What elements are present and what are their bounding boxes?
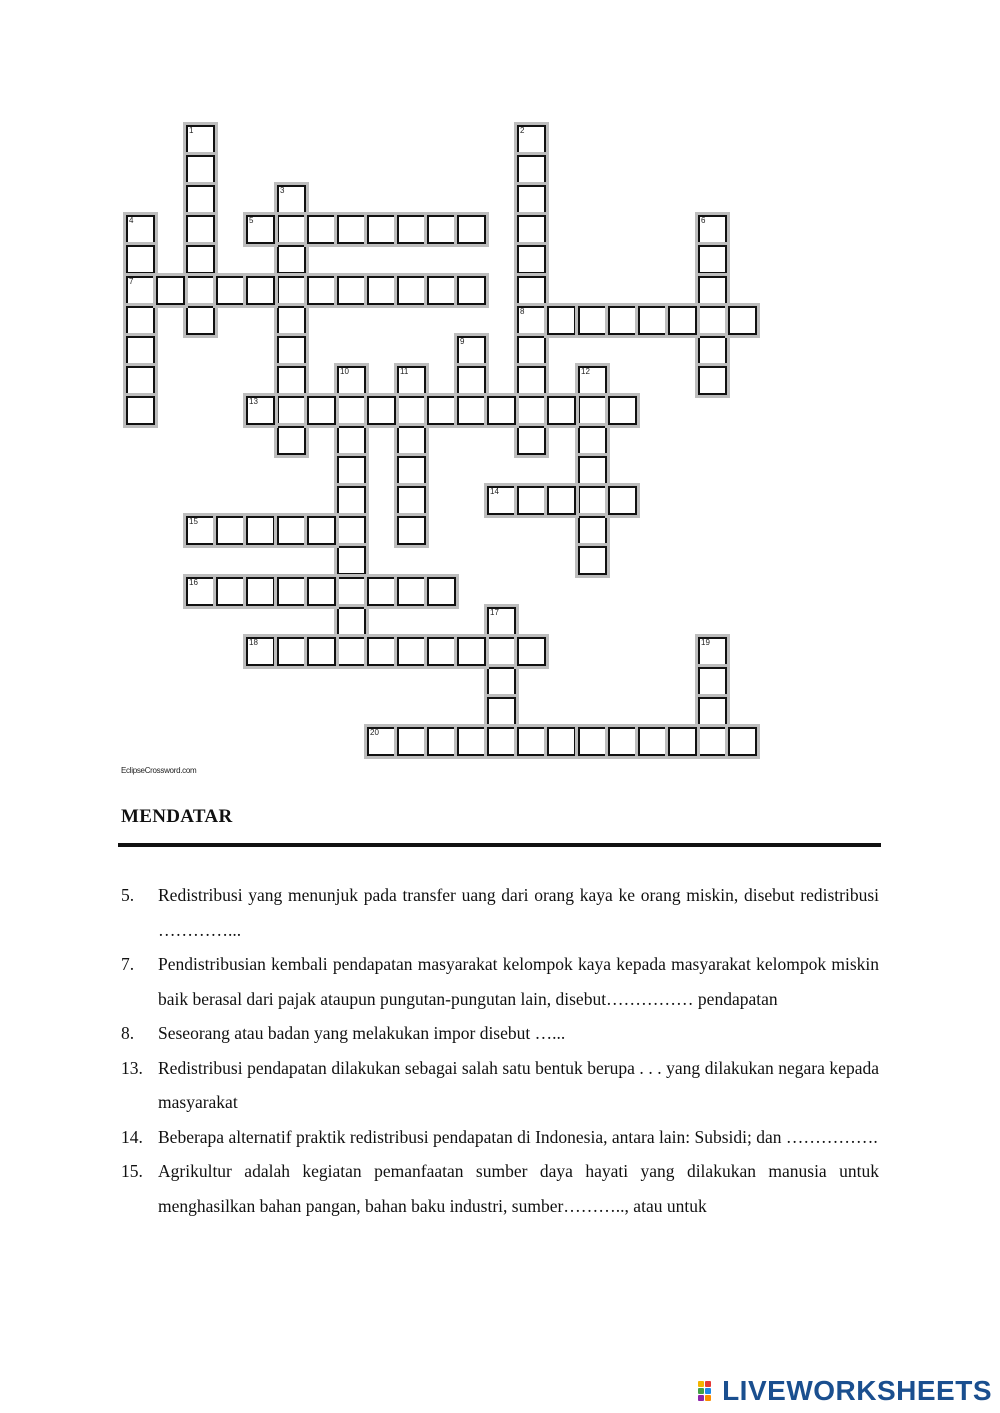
crossword-cell[interactable] bbox=[246, 276, 275, 305]
crossword-cell[interactable] bbox=[608, 306, 637, 335]
crossword-cell[interactable] bbox=[216, 516, 245, 545]
crossword-cell[interactable] bbox=[638, 306, 667, 335]
crossword-cell[interactable] bbox=[517, 155, 546, 184]
crossword-cell[interactable] bbox=[337, 607, 366, 636]
clue-start-number: 10 bbox=[340, 367, 349, 376]
crossword-cell[interactable] bbox=[277, 396, 306, 425]
crossword-cell[interactable] bbox=[277, 215, 306, 244]
crossword-cell[interactable] bbox=[277, 366, 306, 395]
crossword-cell[interactable] bbox=[307, 396, 336, 425]
crossword-cell[interactable] bbox=[186, 306, 215, 335]
liveworksheets-brand bbox=[698, 1375, 992, 1407]
crossword-cell[interactable] bbox=[367, 276, 396, 305]
crossword-cell[interactable] bbox=[547, 396, 576, 425]
crossword-cell[interactable] bbox=[397, 637, 426, 666]
crossword-cell[interactable] bbox=[337, 546, 366, 575]
crossword-cell[interactable] bbox=[307, 516, 336, 545]
crossword-cell[interactable] bbox=[126, 306, 155, 335]
crossword-cell[interactable] bbox=[277, 426, 306, 455]
crossword-cell[interactable] bbox=[427, 215, 456, 244]
clue-start-number: 7 bbox=[129, 277, 134, 286]
crossword-cell[interactable] bbox=[246, 637, 275, 666]
crossword-cell[interactable] bbox=[517, 306, 546, 335]
crossword-cell[interactable] bbox=[487, 697, 516, 726]
crossword-cell[interactable] bbox=[337, 456, 366, 485]
crossword-cell[interactable] bbox=[517, 486, 546, 515]
clue-text: Pendistribusian kembali pendapatan masyarakat kelompok kaya kepada masyarakat kelompok miskin baik berasal dari pajak ataupun pungutan-pungutan lain, disebut…………… pendapatan bbox=[158, 954, 879, 1009]
crossword-cell[interactable] bbox=[698, 276, 727, 305]
clue-start-number: 11 bbox=[400, 367, 409, 376]
crossword-cell[interactable] bbox=[517, 245, 546, 274]
clue-start-number: 17 bbox=[490, 608, 499, 617]
crossword-cell[interactable] bbox=[126, 276, 155, 305]
crossword-cell[interactable] bbox=[547, 486, 576, 515]
crossword-cell[interactable] bbox=[397, 486, 426, 515]
crossword-cell[interactable] bbox=[517, 185, 546, 214]
crossword-cell[interactable] bbox=[277, 245, 306, 274]
clue-start-number: 2 bbox=[520, 126, 525, 135]
crossword-cell[interactable] bbox=[367, 577, 396, 606]
crossword-cell[interactable] bbox=[337, 516, 366, 545]
crossword-cell[interactable] bbox=[457, 396, 486, 425]
crossword-cell[interactable] bbox=[186, 185, 215, 214]
clue-item bbox=[121, 1154, 879, 1223]
crossword-cell[interactable] bbox=[156, 276, 185, 305]
crossword-cell[interactable] bbox=[487, 486, 516, 515]
crossword-cell[interactable] bbox=[307, 637, 336, 666]
clue-start-number: 8 bbox=[520, 307, 525, 316]
crossword-cell[interactable] bbox=[186, 155, 215, 184]
crossword-cell[interactable] bbox=[487, 637, 516, 666]
heading-divider bbox=[118, 843, 881, 847]
crossword-cell[interactable] bbox=[457, 215, 486, 244]
clue-start-number: 15 bbox=[189, 517, 198, 526]
crossword-cell[interactable] bbox=[186, 245, 215, 274]
crossword-cell[interactable] bbox=[186, 125, 215, 154]
clue-text: Redistribusi pendapatan dilakukan sebagai salah satu bentuk berupa . . . yang dilakukan negara kepada masyarakat bbox=[158, 1057, 879, 1112]
crossword-cell[interactable] bbox=[397, 215, 426, 244]
crossword-cell[interactable] bbox=[578, 727, 607, 756]
clue-start-number: 18 bbox=[249, 638, 258, 647]
crossword-cell[interactable] bbox=[397, 727, 426, 756]
clue-start-number: 12 bbox=[581, 367, 590, 376]
crossword-cell[interactable] bbox=[397, 276, 426, 305]
crossword-cell[interactable] bbox=[578, 516, 607, 545]
clue-item bbox=[121, 1016, 879, 1051]
crossword-cell[interactable] bbox=[367, 396, 396, 425]
crossword-cell[interactable] bbox=[126, 215, 155, 244]
crossword-cell[interactable] bbox=[728, 306, 757, 335]
crossword-cell[interactable] bbox=[517, 125, 546, 154]
clue-number: 7. bbox=[121, 954, 135, 974]
crossword-cell[interactable] bbox=[246, 396, 275, 425]
clue-item bbox=[121, 947, 879, 1016]
crossword-cell[interactable] bbox=[186, 215, 215, 244]
crossword-cell[interactable] bbox=[126, 245, 155, 274]
crossword-cell[interactable] bbox=[517, 215, 546, 244]
clue-item bbox=[121, 1120, 879, 1155]
crossword-cell[interactable] bbox=[578, 486, 607, 515]
crossword-cell[interactable] bbox=[578, 366, 607, 395]
crossword-cell[interactable] bbox=[126, 396, 155, 425]
crossword-cell[interactable] bbox=[547, 306, 576, 335]
crossword-cell[interactable] bbox=[517, 366, 546, 395]
clue-item bbox=[121, 1051, 879, 1120]
crossword-cell[interactable] bbox=[457, 336, 486, 365]
crossword-cell[interactable] bbox=[457, 637, 486, 666]
clue-start-number: 16 bbox=[189, 578, 198, 587]
clue-number: 14. bbox=[121, 1126, 143, 1147]
crossword-cell[interactable] bbox=[578, 396, 607, 425]
crossword-cell[interactable] bbox=[427, 396, 456, 425]
crossword-cell[interactable] bbox=[186, 516, 215, 545]
clue-start-number: 13 bbox=[249, 397, 258, 406]
across-heading: MENDATAR bbox=[121, 806, 233, 827]
crossword-cell[interactable] bbox=[668, 306, 697, 335]
crossword-cell[interactable] bbox=[427, 276, 456, 305]
crossword-cell[interactable] bbox=[337, 637, 366, 666]
clue-start-number: 6 bbox=[701, 216, 706, 225]
crossword-cell[interactable] bbox=[698, 727, 727, 756]
crossword-cell[interactable] bbox=[277, 516, 306, 545]
crossword-cell[interactable] bbox=[457, 366, 486, 395]
crossword-cell[interactable] bbox=[307, 577, 336, 606]
across-clue-list bbox=[121, 878, 879, 1223]
clue-start-number: 4 bbox=[129, 216, 134, 225]
crossword-cell[interactable] bbox=[457, 276, 486, 305]
crossword-cell[interactable] bbox=[698, 667, 727, 696]
crossword-cell[interactable] bbox=[427, 727, 456, 756]
crossword-cell[interactable] bbox=[668, 727, 697, 756]
crossword-cell[interactable] bbox=[517, 396, 546, 425]
crossword-credit: EclipseCrossword.com bbox=[121, 766, 197, 775]
crossword-cell[interactable] bbox=[367, 215, 396, 244]
crossword-cell[interactable] bbox=[277, 306, 306, 335]
crossword-cell[interactable] bbox=[337, 396, 366, 425]
crossword-cell[interactable] bbox=[698, 245, 727, 274]
crossword-cell[interactable] bbox=[277, 336, 306, 365]
crossword-cell[interactable] bbox=[487, 727, 516, 756]
crossword-cell[interactable] bbox=[337, 426, 366, 455]
crossword-cell[interactable] bbox=[578, 426, 607, 455]
crossword-cell[interactable] bbox=[578, 306, 607, 335]
crossword-cell[interactable] bbox=[307, 276, 336, 305]
crossword-cell[interactable] bbox=[698, 215, 727, 244]
crossword-cell[interactable] bbox=[246, 215, 275, 244]
crossword-cell[interactable] bbox=[487, 607, 516, 636]
crossword-cell[interactable] bbox=[517, 426, 546, 455]
crossword-cell[interactable] bbox=[517, 637, 546, 666]
crossword-cell[interactable] bbox=[698, 366, 727, 395]
crossword-cell[interactable] bbox=[277, 577, 306, 606]
clue-number: 15. bbox=[121, 1161, 143, 1181]
crossword-cell[interactable] bbox=[397, 366, 426, 395]
clue-text: Agrikultur adalah kegiatan pemanfaatan sumber daya hayati yang dilakukan manusia untuk menghasilkan bahan pangan, bahan baku industri, sumber……….., atau untuk bbox=[158, 1161, 879, 1216]
brand-wordmark: LIVEWORKSHEETS bbox=[722, 1375, 992, 1406]
crossword-cell[interactable] bbox=[307, 215, 336, 244]
crossword-cell[interactable] bbox=[578, 546, 607, 575]
crossword-cell[interactable] bbox=[698, 336, 727, 365]
crossword-cell[interactable] bbox=[246, 516, 275, 545]
crossword-cell[interactable] bbox=[728, 727, 757, 756]
crossword-cell[interactable] bbox=[186, 577, 215, 606]
crossword-cell[interactable] bbox=[367, 637, 396, 666]
crossword-cell[interactable] bbox=[397, 426, 426, 455]
clue-start-number: 19 bbox=[701, 638, 710, 647]
clue-item bbox=[121, 878, 879, 947]
clue-start-number: 9 bbox=[460, 337, 465, 346]
crossword-cell[interactable] bbox=[427, 577, 456, 606]
crossword-cell[interactable] bbox=[126, 366, 155, 395]
crossword-cell[interactable] bbox=[277, 276, 306, 305]
clue-number: 8. bbox=[121, 1023, 135, 1043]
crossword-cell[interactable] bbox=[337, 215, 366, 244]
crossword-cell[interactable] bbox=[277, 637, 306, 666]
crossword-cell[interactable] bbox=[337, 577, 366, 606]
crossword-cell[interactable] bbox=[517, 336, 546, 365]
crossword-cell[interactable] bbox=[397, 396, 426, 425]
crossword-cell[interactable] bbox=[397, 516, 426, 545]
crossword-cell[interactable] bbox=[277, 185, 306, 214]
crossword-cell[interactable] bbox=[457, 727, 486, 756]
crossword-cell[interactable] bbox=[608, 486, 637, 515]
crossword-cell[interactable] bbox=[608, 396, 637, 425]
crossword-cell[interactable] bbox=[367, 727, 396, 756]
crossword-cell[interactable] bbox=[216, 577, 245, 606]
crossword-cell[interactable] bbox=[517, 727, 546, 756]
crossword-cell[interactable] bbox=[126, 336, 155, 365]
liveworksheets-logo-icon bbox=[698, 1379, 718, 1403]
crossword-cell[interactable] bbox=[337, 276, 366, 305]
crossword-cell[interactable] bbox=[487, 396, 516, 425]
crossword-cell[interactable] bbox=[608, 727, 637, 756]
crossword-cell[interactable] bbox=[698, 637, 727, 666]
crossword-cell[interactable] bbox=[337, 486, 366, 515]
clue-start-number: 20 bbox=[370, 728, 379, 737]
crossword-cell[interactable] bbox=[698, 306, 727, 335]
crossword-cell[interactable] bbox=[698, 697, 727, 726]
crossword-cell[interactable] bbox=[186, 276, 215, 305]
crossword-cell[interactable] bbox=[246, 577, 275, 606]
crossword-cell[interactable] bbox=[547, 727, 576, 756]
clue-text: Beberapa alternatif praktik redistribusi pendapatan di Indonesia, antara lain: Subsidi; dan ……………. bbox=[158, 1126, 878, 1147]
clue-start-number: 3 bbox=[280, 186, 285, 195]
clue-text: Seseorang atau badan yang melakukan impor disebut …... bbox=[158, 1023, 566, 1043]
crossword-cell[interactable] bbox=[337, 366, 366, 395]
crossword-cell[interactable] bbox=[397, 456, 426, 485]
clue-start-number: 14 bbox=[490, 487, 499, 496]
crossword-cell[interactable] bbox=[517, 276, 546, 305]
crossword-cell[interactable] bbox=[397, 577, 426, 606]
crossword-cell[interactable] bbox=[427, 637, 456, 666]
clue-start-number: 5 bbox=[249, 216, 254, 225]
clue-start-number: 1 bbox=[189, 126, 194, 135]
crossword-cell[interactable] bbox=[638, 727, 667, 756]
crossword-cell[interactable] bbox=[216, 276, 245, 305]
clue-text: Redistribusi yang menunjuk pada transfer uang dari orang kaya ke orang miskin, disebut redistribusi …………... bbox=[158, 885, 879, 940]
clue-number: 13. bbox=[121, 1057, 143, 1078]
crossword-cell[interactable] bbox=[578, 456, 607, 485]
crossword-cell[interactable] bbox=[487, 667, 516, 696]
clue-number: 5. bbox=[121, 885, 135, 905]
